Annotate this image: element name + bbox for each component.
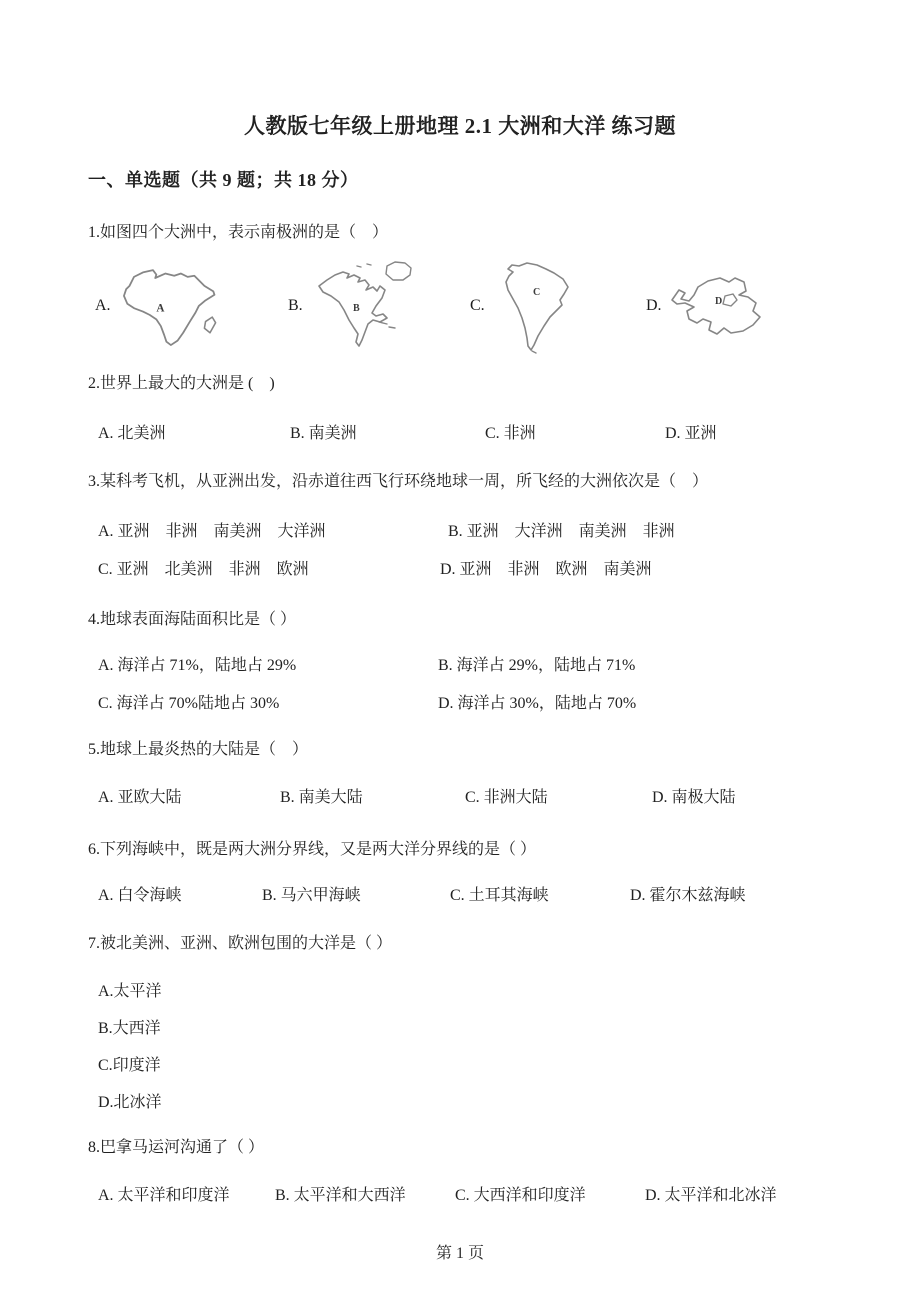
question-4-options-row-1: [88, 652, 847, 675]
antarctica-outline-icon: [667, 265, 767, 347]
q4-option-d: D. 海洋占 30%，陆地占 70%: [438, 695, 637, 712]
question-2-options: [88, 420, 847, 443]
q4-option-c: C. 海洋占 70%陆地占 30%: [98, 695, 280, 712]
figure-a-letter: A: [155, 302, 164, 315]
figure-c-label: C.: [470, 297, 485, 314]
q3-option-d: D. 亚洲 非洲 欧洲 南美洲: [440, 561, 652, 578]
q8-option-a: A. 太平洋和印度洋: [98, 1187, 230, 1204]
q5-option-c: C. 非洲大陆: [465, 789, 548, 806]
q3-option-c: C. 亚洲 北美洲 非洲 欧洲: [98, 561, 309, 578]
q6-option-b: B. 马六甲海峡: [262, 887, 361, 904]
q7-option-b: B.大西洋: [98, 1020, 161, 1037]
question-7-text: 7.被北美洲、亚洲、欧洲包围的大洋是（ ）: [88, 935, 393, 952]
question-5-text: 5.地球上最炎热的大陆是（ ）: [88, 741, 309, 758]
q6-option-a: A. 白令海峡: [98, 887, 182, 904]
q5-option-b: B. 南美大陆: [280, 789, 363, 806]
q4-option-a: A. 海洋占 71%，陆地占 29%: [98, 657, 297, 674]
q2-option-a: A. 北美洲: [98, 425, 166, 442]
question-4-text: 4.地球表面海陆面积比是（ ）: [88, 611, 297, 628]
q7-option-d: D.北冰洋: [98, 1094, 162, 1111]
question-3-options-row-2: [88, 556, 847, 579]
figure-b-letter: B: [352, 303, 360, 314]
figure-option-a: [95, 254, 228, 358]
q8-option-b: B. 太平洋和大西洋: [275, 1187, 406, 1204]
question-8-text: 8.巴拿马运河沟通了（ ）: [88, 1139, 265, 1156]
q7-option-c: C.印度洋: [98, 1057, 161, 1074]
page-title: 人教版七年级上册地理 2.1 大洲和大洋 练习题: [244, 114, 676, 138]
question-6-text: 6.下列海峡中，既是两大洲分界线，又是两大洋分界线的是（ ）: [88, 841, 537, 858]
figure-b-label: B.: [288, 297, 303, 314]
question-1-figures: [88, 254, 847, 358]
south-america-outline-icon: [490, 256, 582, 356]
q8-option-d: D. 太平洋和北冰洋: [645, 1187, 777, 1204]
figure-c-letter: C: [532, 287, 540, 298]
question-4-options-row-2: [88, 690, 847, 713]
figure-d-letter: D: [714, 296, 722, 307]
q8-option-c: C. 大西洋和印度洋: [455, 1187, 586, 1204]
figure-option-c: [470, 254, 582, 358]
section-heading: 一、单选题（共 9 题；共 18 分）: [88, 170, 359, 190]
question-6-options: [88, 882, 847, 905]
q2-option-c: C. 非洲: [485, 425, 536, 442]
q2-option-b: B. 南美洲: [290, 425, 357, 442]
figure-a-label: A.: [95, 297, 111, 314]
figure-d-label: D.: [646, 297, 662, 314]
question-3-text: 3.某科考飞机，从亚洲出发，沿赤道往西飞行环绕地球一周，所飞经的大洲依次是（ ）: [88, 473, 709, 490]
question-3-options-row-1: [88, 518, 847, 541]
q2-option-d: D. 亚洲: [665, 425, 717, 442]
question-8-options: [88, 1182, 847, 1205]
q3-option-b: B. 亚洲 大洋洲 南美洲 非洲: [448, 523, 675, 540]
question-1-text: 1.如图四个大洲中，表示南极洲的是（ ）: [88, 224, 389, 241]
q6-option-c: C. 土耳其海峡: [450, 887, 549, 904]
question-5-options: [88, 784, 847, 807]
page-number-footer: 第 1 页: [435, 1245, 484, 1262]
figure-option-b: [288, 254, 428, 358]
africa-outline-icon: [116, 259, 228, 354]
figure-option-d: [646, 254, 767, 358]
q4-option-b: B. 海洋占 29%，陆地占 71%: [438, 657, 636, 674]
q5-option-a: A. 亚欧大陆: [98, 789, 182, 806]
north-america-outline-icon: [308, 256, 428, 356]
q7-option-a: A.太平洋: [98, 983, 162, 1000]
q6-option-d: D. 霍尔木兹海峡: [630, 887, 746, 904]
question-2-text: 2.世界上最大的大洲是 ( ): [88, 375, 275, 392]
q5-option-d: D. 南极大陆: [652, 789, 736, 806]
q3-option-a: A. 亚洲 非洲 南美洲 大洋洲: [98, 523, 326, 540]
